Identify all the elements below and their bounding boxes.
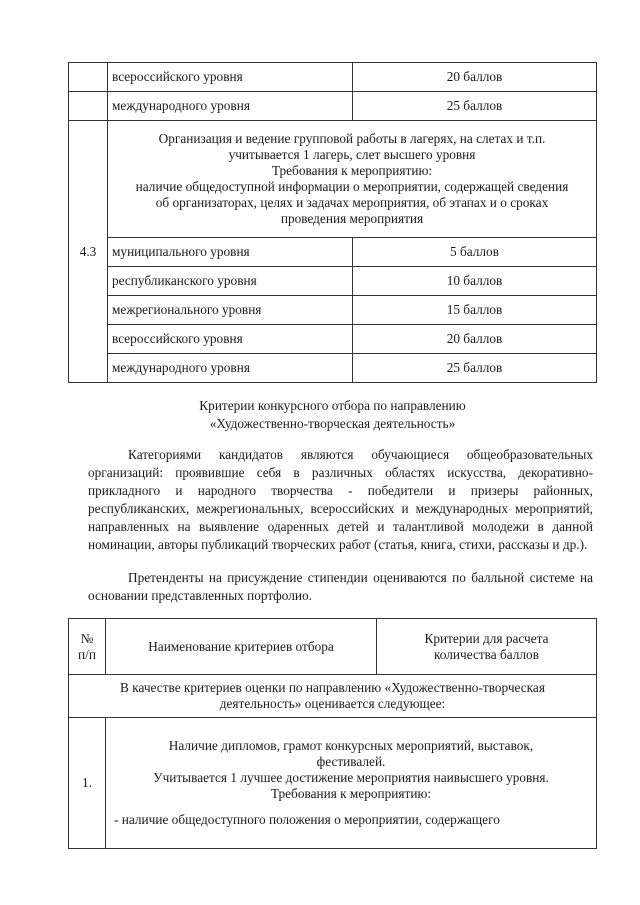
points-cell: 20 баллов	[353, 63, 597, 92]
table-header-row	[69, 619, 597, 675]
intro-line: В качестве критериев оценки по направлению «Художественно-творческая	[120, 680, 545, 695]
table-row	[69, 354, 597, 383]
criterion-line: фестивалей.	[316, 754, 386, 769]
level-cell: всероссийского уровня	[108, 325, 353, 354]
criterion-line: учитывается 1 лагерь, слет высшего уровня	[228, 147, 476, 162]
header-text: Критерии для расчета	[424, 630, 549, 646]
table-row	[69, 296, 597, 325]
criterion-line: об организаторах, целях и задачах мероприятия, об этапах и о сроках	[155, 195, 549, 210]
points-cell: 25 баллов	[353, 354, 597, 383]
points-cell: 25 баллов	[353, 92, 597, 121]
criteria-table	[68, 618, 597, 849]
evaluation-paragraph: Претенденты на присуждение стипендии оцениваются по балльной системе на основании представленных портфолио.	[88, 570, 593, 603]
number-column-header	[69, 619, 106, 675]
points-cell: 20 баллов	[353, 325, 597, 354]
header-text: п/п	[78, 646, 96, 662]
criterion-line: Организация и ведение групповой работы в лагерях, на слетах и т.п.	[158, 131, 546, 146]
criterion-line: Учитывается 1 лучшее достижение мероприятия наивысшего уровня.	[153, 770, 549, 785]
intro-line: деятельность» оценивается следующее:	[219, 696, 446, 711]
number-cell	[69, 92, 108, 121]
table-row	[69, 325, 597, 354]
level-cell: муниципального уровня	[108, 238, 353, 267]
section-intro-cell	[69, 675, 597, 718]
points-cell: 10 баллов	[353, 267, 597, 296]
requirement-bullet: - наличие общедоступного положения о мероприятии, содержащего	[114, 812, 500, 827]
points-cell: 5 баллов	[353, 238, 597, 267]
candidates-paragraph: Категориями кандидатов являются обучающиеся общеобразовательных организаций: проявившие себя в различных областях искусства, декоративно-прикладного и народного творчества - победители и призеры районных, республиканских, межрегиональных, всероссийских и международных мероприятий, направленных на выявление одаренных детей и талантливой молодежи в данной номинации, авторы публикаций творческих работ (статья, книга, стихи, рассказы и др.).	[88, 447, 593, 552]
header-text: №	[80, 630, 94, 646]
level-cell: республиканского уровня	[108, 267, 353, 296]
item-number: 1.	[69, 718, 106, 849]
level-cell: международного уровня	[108, 92, 353, 121]
section-heading	[68, 397, 597, 433]
criterion-description-row	[69, 121, 597, 238]
level-cell: международного уровня	[108, 354, 353, 383]
criterion-line: Требования к мероприятию:	[271, 163, 433, 178]
section-intro-row	[69, 675, 597, 718]
level-cell: всероссийского уровня	[108, 63, 353, 92]
section-heading-line: «Художественно-творческая деятельность»	[209, 416, 456, 431]
table-row	[69, 92, 597, 121]
section-heading-line: Критерии конкурсного отбора по направлению	[199, 398, 466, 413]
table-row	[69, 267, 597, 296]
criterion-line: проведения мероприятия	[280, 211, 424, 226]
table-row	[69, 63, 597, 92]
criterion-line: наличие общедоступной информации о мероприятии, содержащей сведения	[135, 179, 569, 194]
criterion-description	[108, 121, 597, 238]
criterion-row	[69, 718, 597, 849]
table-row	[69, 238, 597, 267]
criterion-line: Требования к мероприятию:	[270, 786, 432, 801]
points-cell: 15 баллов	[353, 296, 597, 325]
name-column-header: Наименование критериев отбора	[106, 619, 377, 675]
level-cell: межрегионального уровня	[108, 296, 353, 325]
points-column-header	[377, 619, 597, 675]
header-text: количества баллов	[434, 646, 539, 662]
item-number: 4.3	[69, 121, 108, 383]
number-cell	[69, 63, 108, 92]
criteria-table-continued	[68, 62, 597, 383]
criterion-description	[106, 718, 597, 849]
criterion-line: Наличие дипломов, грамот конкурсных мероприятий, выставок,	[168, 738, 534, 753]
